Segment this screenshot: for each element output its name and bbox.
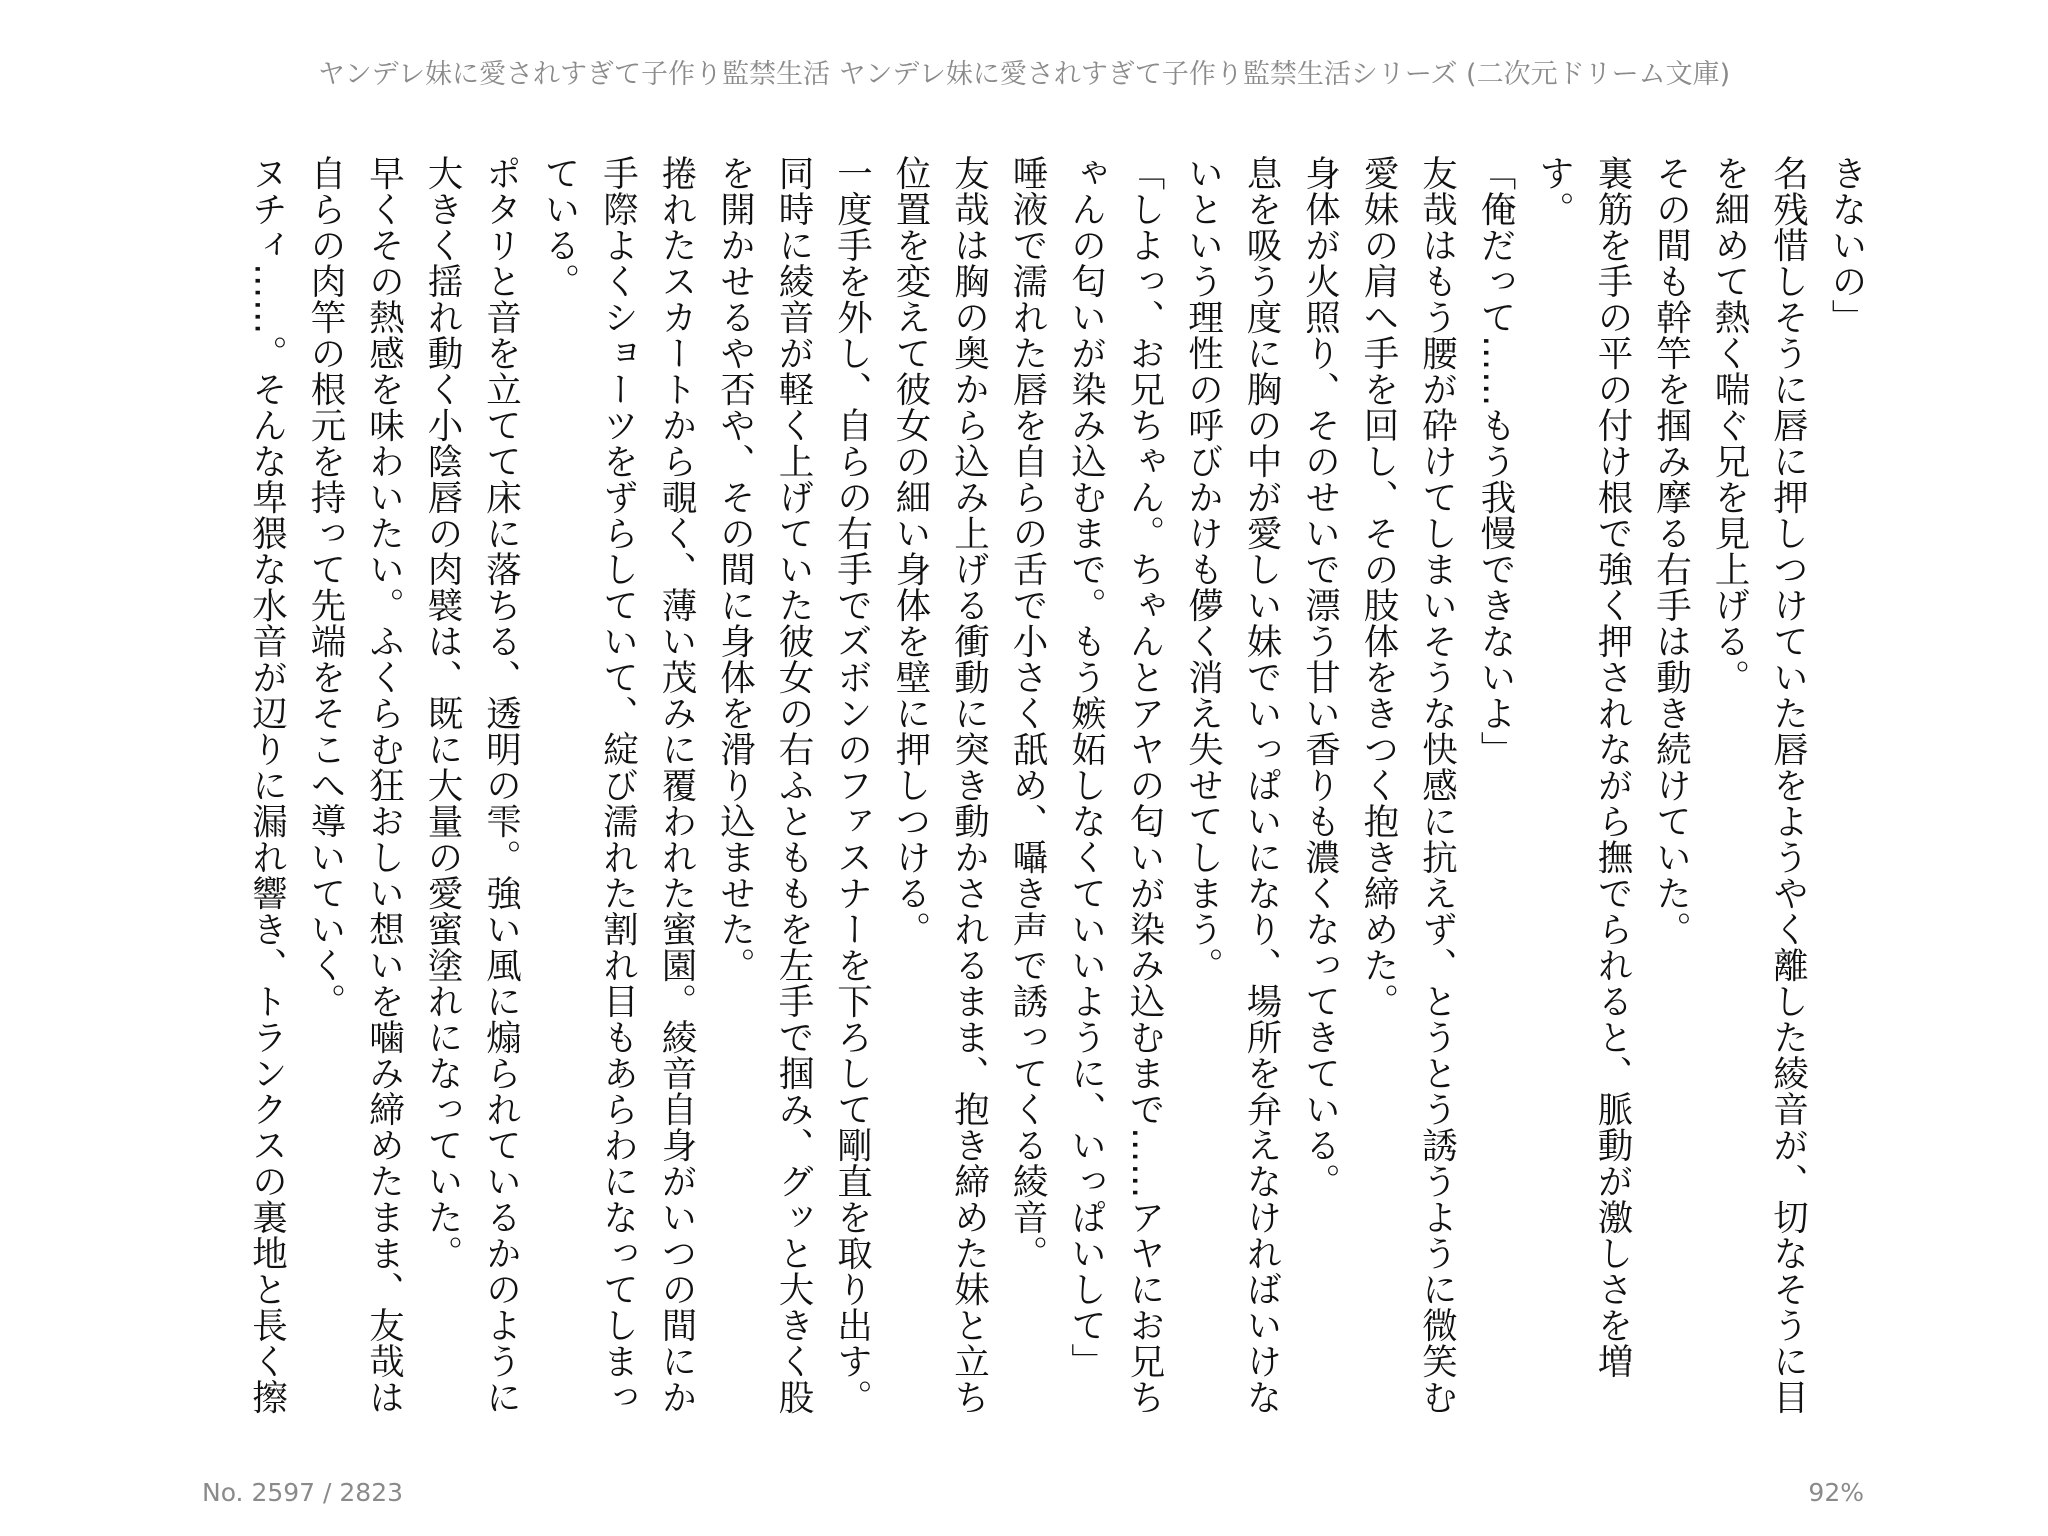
- paragraph: 早くその熱感を味わいたい。ふくらむ狂おしい想いを噛み締めたまま、友哉は自らの肉竿の根元を持って先端をそこへ導いていく。: [305, 155, 405, 1415]
- paragraph: 唾液で濡れた唇を自らの舌で小さく舐め、囁き声で誘ってくる綾音。: [1007, 155, 1048, 1271]
- paragraph: 友哉はもう腰が砕けてしまいそうな快感に抗えず、とうとう誘うように微笑む愛妹の肩へ手を回し、その肢体をきつく抱き締めた。: [1358, 155, 1458, 1415]
- paragraph: 身体が火照り、そのせいで漂う甘い香りも濃くなってきている。: [1299, 155, 1341, 1199]
- paragraph: 息を吸う度に胸の中が愛しい妹でいっぱいになり、場所を弁えなければいけないという理性の呼びかけも儚く消え失せてしまう。: [1182, 155, 1282, 1415]
- paragraph: ヌチィ……。そんな卑猥な水音が辺りに漏れ響き、トランクスの裏地と長く擦: [246, 155, 288, 1415]
- reading-area[interactable]: [245, 155, 1875, 1435]
- paragraph: 裏筋を手の平の付け根で強く押されながら撫でられると、脈動が激しさを増す。: [1533, 155, 1633, 1379]
- paragraph: 捲れたスカートから覗く、薄い茂みに覆われた蜜園。綾音自身がいつの間にか手際よくショーツをずらしていて、綻び濡れた割れ目もあらわになってしまっている。: [539, 155, 697, 1415]
- location-indicator: No. 2597 / 2823: [202, 1478, 404, 1507]
- book-title: ヤンデレ妹に愛されすぎて子作り監禁生活 ヤンデレ妹に愛されすぎて子作り監禁生活シリーズ (二次元ドリーム文庫): [317, 59, 1731, 90]
- progress-percent: 92%: [1808, 1478, 1864, 1507]
- paragraph: 一度手を外し、自らの右手でズボンのファスナーを下ろして剛直を取り出す。同時に綾音が軽く上げていた彼女の右ふとももを左手で掴み、グッと大きく股を開かせるや否や、その間に身体を滑り込ませた。: [714, 155, 873, 1415]
- paragraph: その間も幹竿を掴み摩る右手は動き続けていた。: [1650, 155, 1692, 947]
- paragraph: 友哉は胸の奥から込み上げる衝動に突き動かされるまま、抱き締めた妹と立ち位置を変えて彼女の細い身体を壁に押しつける。: [890, 155, 990, 1415]
- paragraph: 名残惜しそうに唇に押しつけていた唇をようやく離した綾音が、切なそうに目を細めて熱く喘ぐ兄を見上げる。: [1709, 155, 1809, 1415]
- paragraph: きないの」: [1826, 155, 1867, 335]
- page-text: [245, 155, 1875, 1425]
- paragraph: 「しよっ、お兄ちゃん。ちゃんとアヤの匂いが染み込むまで……アヤにお兄ちゃんの匂いが染み込むまで。もう嫉妬しなくていいように、いっぱいして」: [1065, 155, 1165, 1415]
- paragraph: 「俺だって……もう我慢できないよ」: [1475, 155, 1516, 767]
- paragraph: ポタリと音を立てて床に落ちる、透明の雫。強い風に煽られているかのように大きく揺れ動く小陰唇の肉襞は、既に大量の愛蜜塗れになっていた。: [422, 155, 522, 1415]
